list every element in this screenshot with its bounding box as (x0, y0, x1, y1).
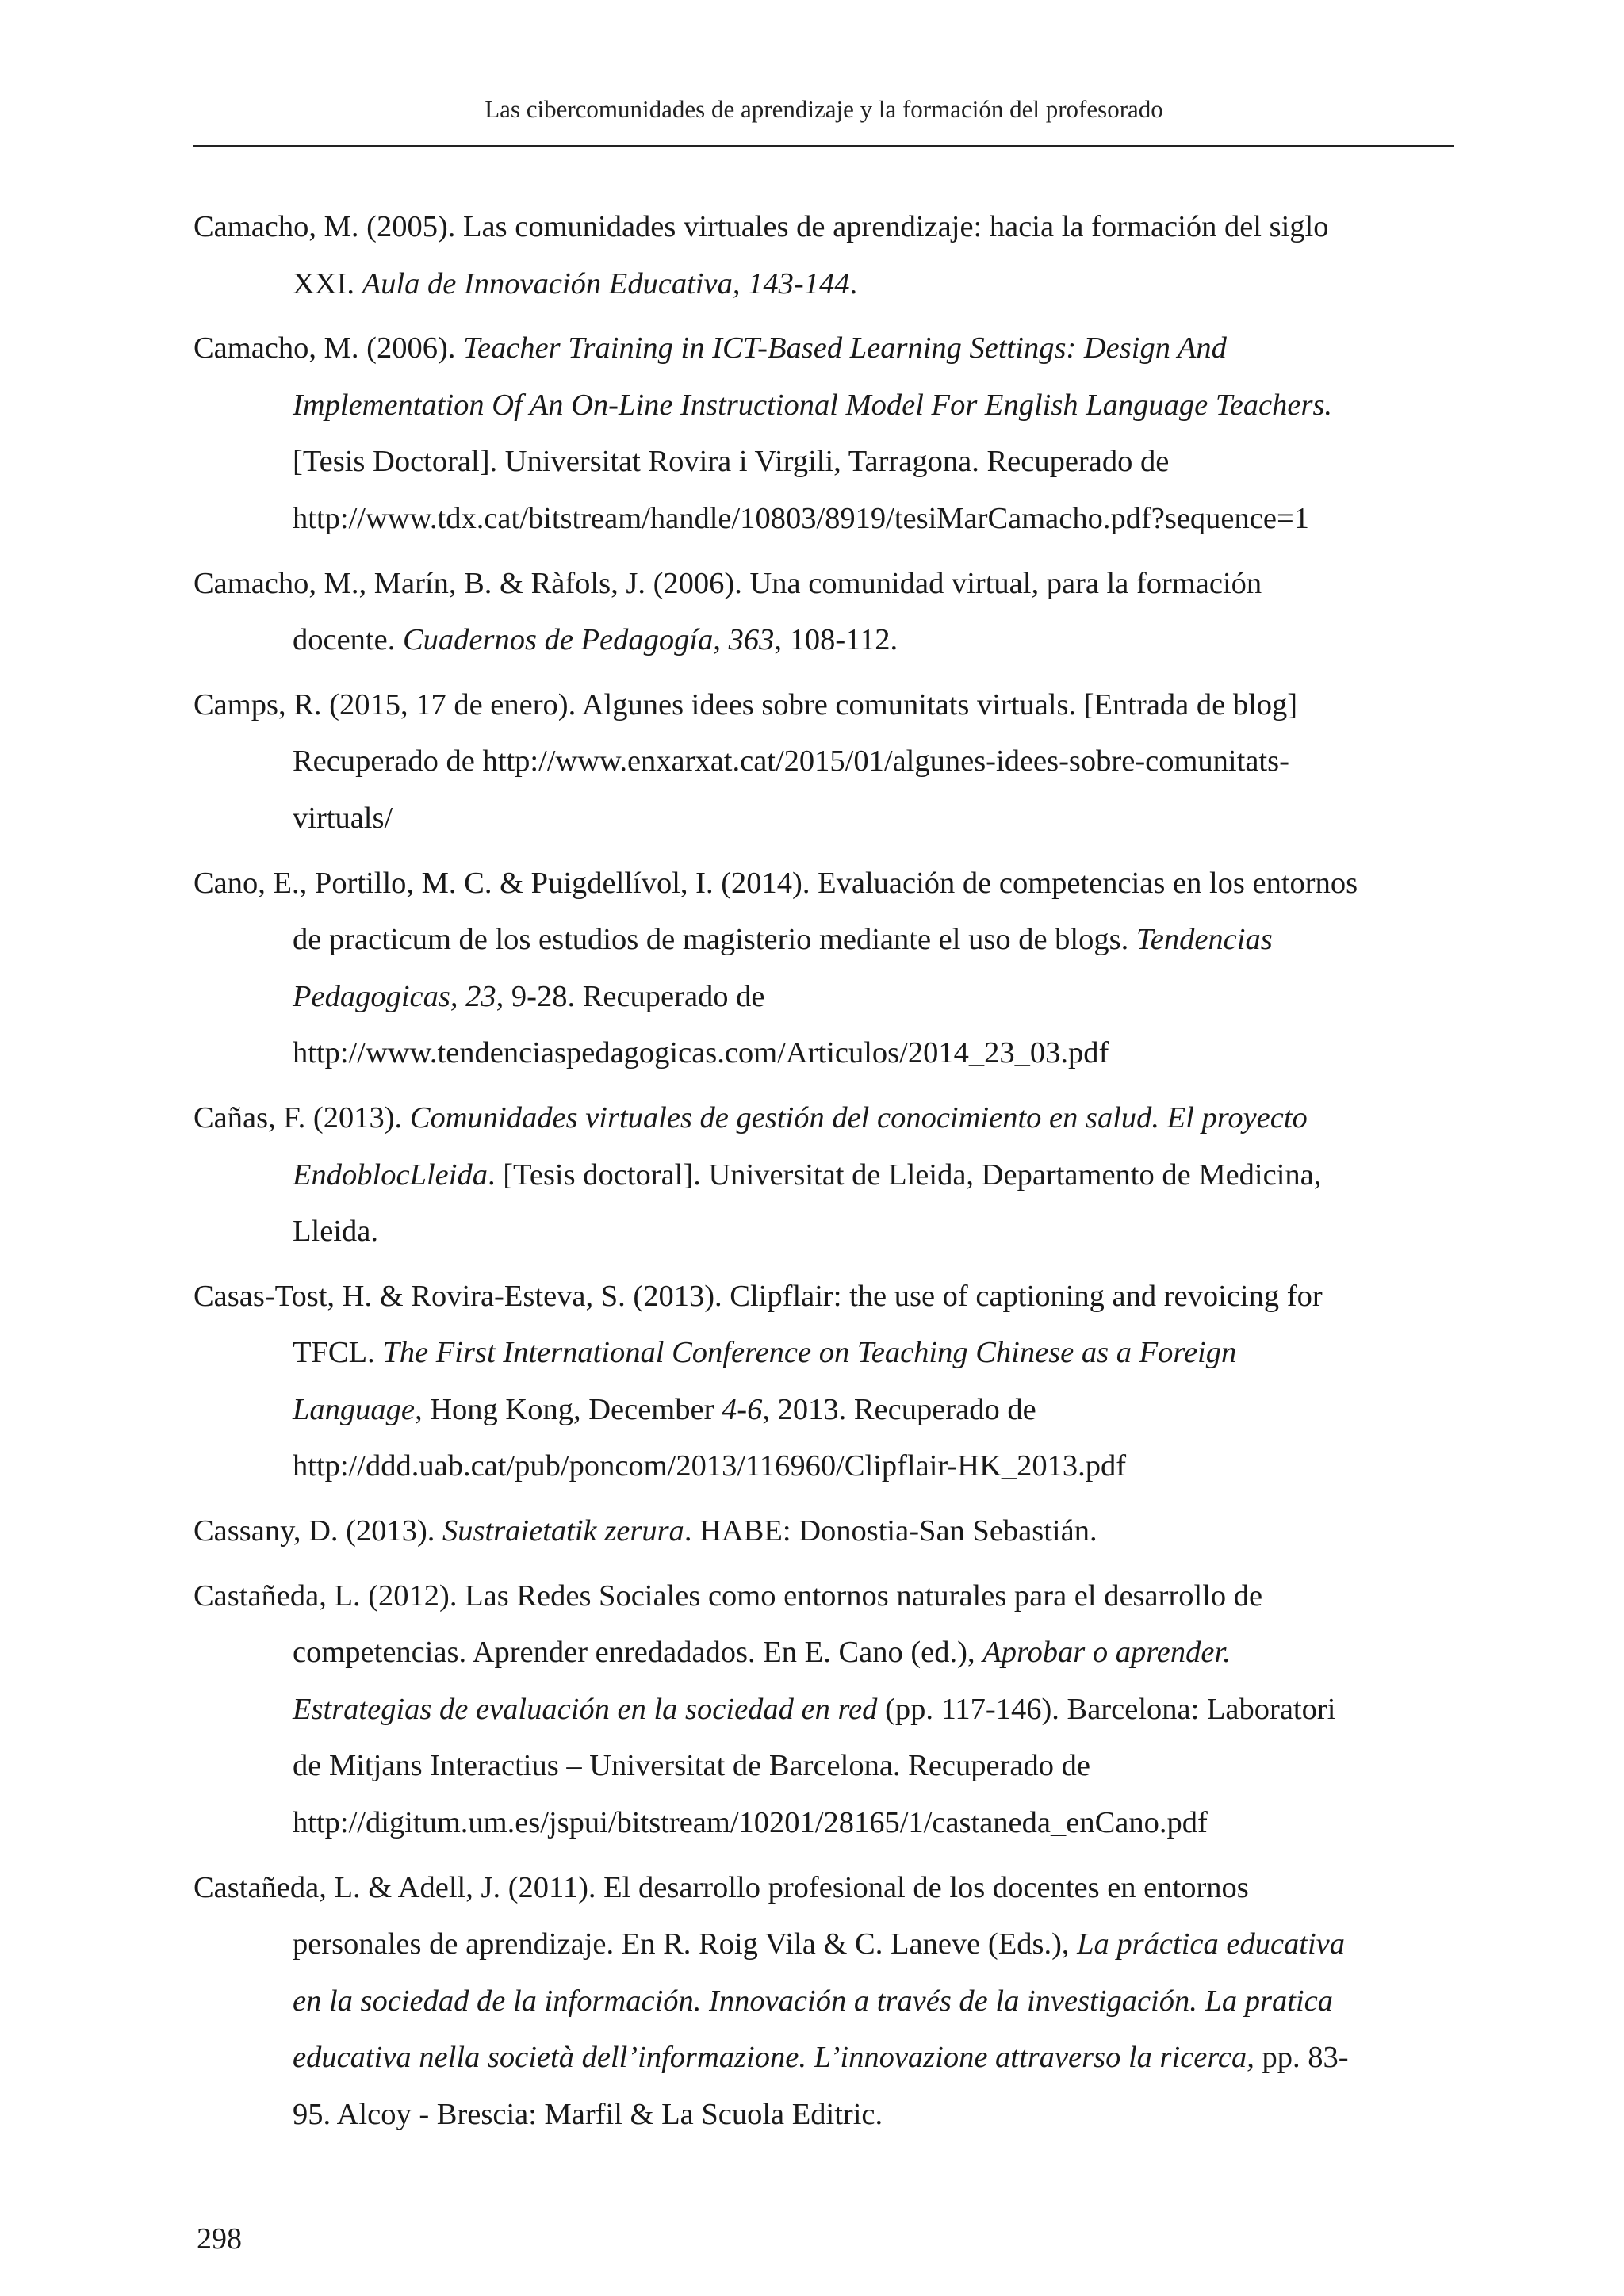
reference-line (193, 1568, 1459, 1625)
reference-entry (193, 199, 1459, 312)
reference-line (193, 1503, 1459, 1560)
reference-line (293, 256, 1459, 313)
reference-line (293, 969, 1459, 1026)
reference-line (293, 2030, 1459, 2087)
reference-text: [Tesis Doctoral]. Universitat Rovira i Virgili, Tarragona. Recuperado de (293, 445, 1170, 479)
header-rule (193, 145, 1454, 147)
reference-line (293, 1624, 1459, 1682)
reference-italic-text: Comunidades virtuales de gestión del conocimiento en salud. El proyecto (409, 1100, 1308, 1135)
reference-line (293, 790, 1459, 848)
reference-text: de Mitjans Interactius – Universitat de Barcelona. Recuperado de (293, 1749, 1090, 1783)
reference-line (293, 2087, 1459, 2144)
reference-entry (193, 855, 1459, 1082)
reference-italic-text: Pedagogicas, 23 (293, 979, 496, 1013)
reference-text: 95. Alcoy - Brescia: Marfil & La Scuola Editric. (293, 2098, 883, 2131)
reference-text: pp. 83- (1254, 2041, 1349, 2075)
page-number: 298 (197, 2222, 242, 2256)
reference-line (293, 1738, 1459, 1795)
reference-text: Cañas, F. (2013). (193, 1100, 410, 1135)
reference-line (293, 1025, 1459, 1082)
reference-text: http://digitum.um.es/jspui/bitstream/10201/28165/1/castaneda_enCano.pdf (293, 1806, 1208, 1840)
reference-line (193, 1269, 1459, 1326)
reference-italic-text: Teacher Training in ICT-Based Learning Settings: Design And (463, 331, 1227, 365)
reference-italic-text: educativa nella società dell’informazione. L’innovazione attraverso la ricerca, (293, 2041, 1254, 2075)
reference-text: XXI. (293, 266, 362, 300)
reference-text: Camacho, M. (2005). Las comunidades virtuales de aprendizaje: hacia la formación del siglo (193, 210, 1329, 243)
running-header: Las cibercomunidades de aprendizaje y la formación del profesorado (485, 95, 1163, 123)
reference-text: . [Tesis doctoral]. Universitat de Lleida, Departamento de Medicina, (487, 1158, 1322, 1192)
reference-italic-text: Tendencias (1136, 923, 1273, 957)
reference-entry (193, 1503, 1459, 1560)
reference-line (193, 1860, 1459, 1917)
reference-text: Casas-Tost, H. & Rovira-Esteva, S. (2013). Clipflair: the use of captioning and revoicing for (193, 1279, 1323, 1313)
reference-text: Recuperado de http://www.enxarxat.cat/2015/01/algunes-idees-sobre-comunitats- (293, 744, 1289, 779)
reference-italic-text: Sustraietatik zerura (442, 1514, 684, 1548)
reference-line (293, 491, 1459, 548)
reference-text: Castañeda, L. (2012). Las Redes Sociales como entornos naturales para el desarrollo de (193, 1578, 1263, 1613)
reference-line (293, 912, 1459, 969)
reference-text: Camps, R. (2015, 17 de enero). Algunes idees sobre comunitats virtuals. [Entrada de blog] (193, 687, 1298, 721)
reference-line (293, 733, 1459, 790)
reference-text: (pp. 117-146). Barcelona: Laboratori (877, 1692, 1336, 1726)
reference-text: Camacho, M. (2006). (193, 331, 464, 365)
reference-line (193, 855, 1459, 913)
reference-line (293, 1438, 1459, 1495)
reference-italic-text: Cuadernos de Pedagogía (402, 623, 714, 657)
reference-italic-text: Language, (293, 1392, 423, 1426)
reference-text: , 108-112. (774, 623, 898, 657)
reference-line (293, 1916, 1459, 1973)
reference-list (193, 199, 1459, 2152)
reference-text: personales de aprendizaje. En R. Roig Vila & C. Laneve (Eds.), (293, 1927, 1078, 1961)
reference-italic-text: Implementation Of An On-Line Instructional Model For English Language Teachers. (293, 388, 1333, 422)
reference-entry (193, 320, 1459, 547)
reference-entry (193, 1269, 1459, 1495)
reference-italic-text: EndoblocLleida (293, 1158, 488, 1192)
reference-line (193, 677, 1459, 734)
reference-italic-text: 4-6 (722, 1392, 763, 1426)
reference-entry (193, 1860, 1459, 2144)
reference-line (293, 377, 1459, 434)
reference-entry (193, 1090, 1459, 1261)
reference-text: http://www.tendenciaspedagogicas.com/Articulos/2014_23_03.pdf (293, 1036, 1109, 1070)
reference-line (293, 1203, 1459, 1261)
reference-text: Cano, E., Portillo, M. C. & Puigdellívol, I. (2014). Evaluación de competencias en los entornos (193, 866, 1358, 900)
reference-text: http://www.tdx.cat/bitstream/handle/10803/8919/tesiMarCamacho.pdf?sequence=1 (293, 501, 1309, 535)
reference-line (293, 612, 1459, 669)
reference-text: . (849, 266, 858, 300)
reference-text: , 9-28. Recuperado de (496, 979, 765, 1013)
reference-text: docente. (293, 623, 403, 657)
reference-text: virtuals/ (293, 801, 393, 835)
reference-italic-text: La práctica educativa (1077, 1927, 1346, 1961)
reference-line (293, 1795, 1459, 1852)
reference-entry (193, 1568, 1459, 1852)
reference-line (193, 556, 1459, 613)
reference-italic-text: 363 (728, 623, 775, 657)
reference-line (293, 1325, 1459, 1382)
reference-text: Camacho, M., Marín, B. & Ràfols, J. (2006). Una comunidad virtual, para la formación (193, 566, 1262, 600)
reference-text: http://ddd.uab.cat/pub/poncom/2013/116960/Clipflair-HK_2013.pdf (293, 1449, 1127, 1483)
reference-text: Cassany, D. (2013). (193, 1514, 443, 1548)
reference-entry (193, 556, 1459, 669)
reference-line (293, 1382, 1459, 1439)
reference-entry (193, 677, 1459, 848)
reference-line (193, 320, 1459, 377)
reference-line (193, 1090, 1459, 1147)
reference-line (293, 434, 1459, 491)
reference-text: competencias. Aprender enredadados. En E. Cano (ed.), (293, 1636, 983, 1670)
reference-text: . HABE: Donostia-San Sebastián. (684, 1514, 1097, 1548)
reference-italic-text: en la sociedad de la información. Innovación a través de la investigación. La pratica (293, 1984, 1333, 2018)
reference-text: Lleida. (293, 1215, 378, 1249)
reference-text: , (713, 623, 729, 657)
reference-italic-text: The First International Conference on Teaching Chinese as a Foreign (382, 1336, 1237, 1370)
reference-italic-text: Aula de Innovación Educativa, 143-144 (362, 266, 850, 300)
reference-text: , 2013. Recuperado de (762, 1392, 1036, 1426)
reference-text: TFCL. (293, 1336, 383, 1370)
reference-line (293, 1682, 1459, 1739)
reference-line (293, 1973, 1459, 2030)
reference-text: Castañeda, L. & Adell, J. (2011). El desarrollo profesional de los docentes en entornos (193, 1870, 1249, 1904)
reference-italic-text: Estrategias de evaluación en la sociedad en red (293, 1692, 878, 1726)
reference-line (193, 199, 1459, 256)
reference-italic-text: Aprobar o aprender. (982, 1636, 1231, 1670)
reference-line (293, 1147, 1459, 1204)
reference-text: de practicum de los estudios de magisterio mediante el uso de blogs. (293, 923, 1136, 957)
reference-text: Hong Kong, December (422, 1392, 722, 1426)
